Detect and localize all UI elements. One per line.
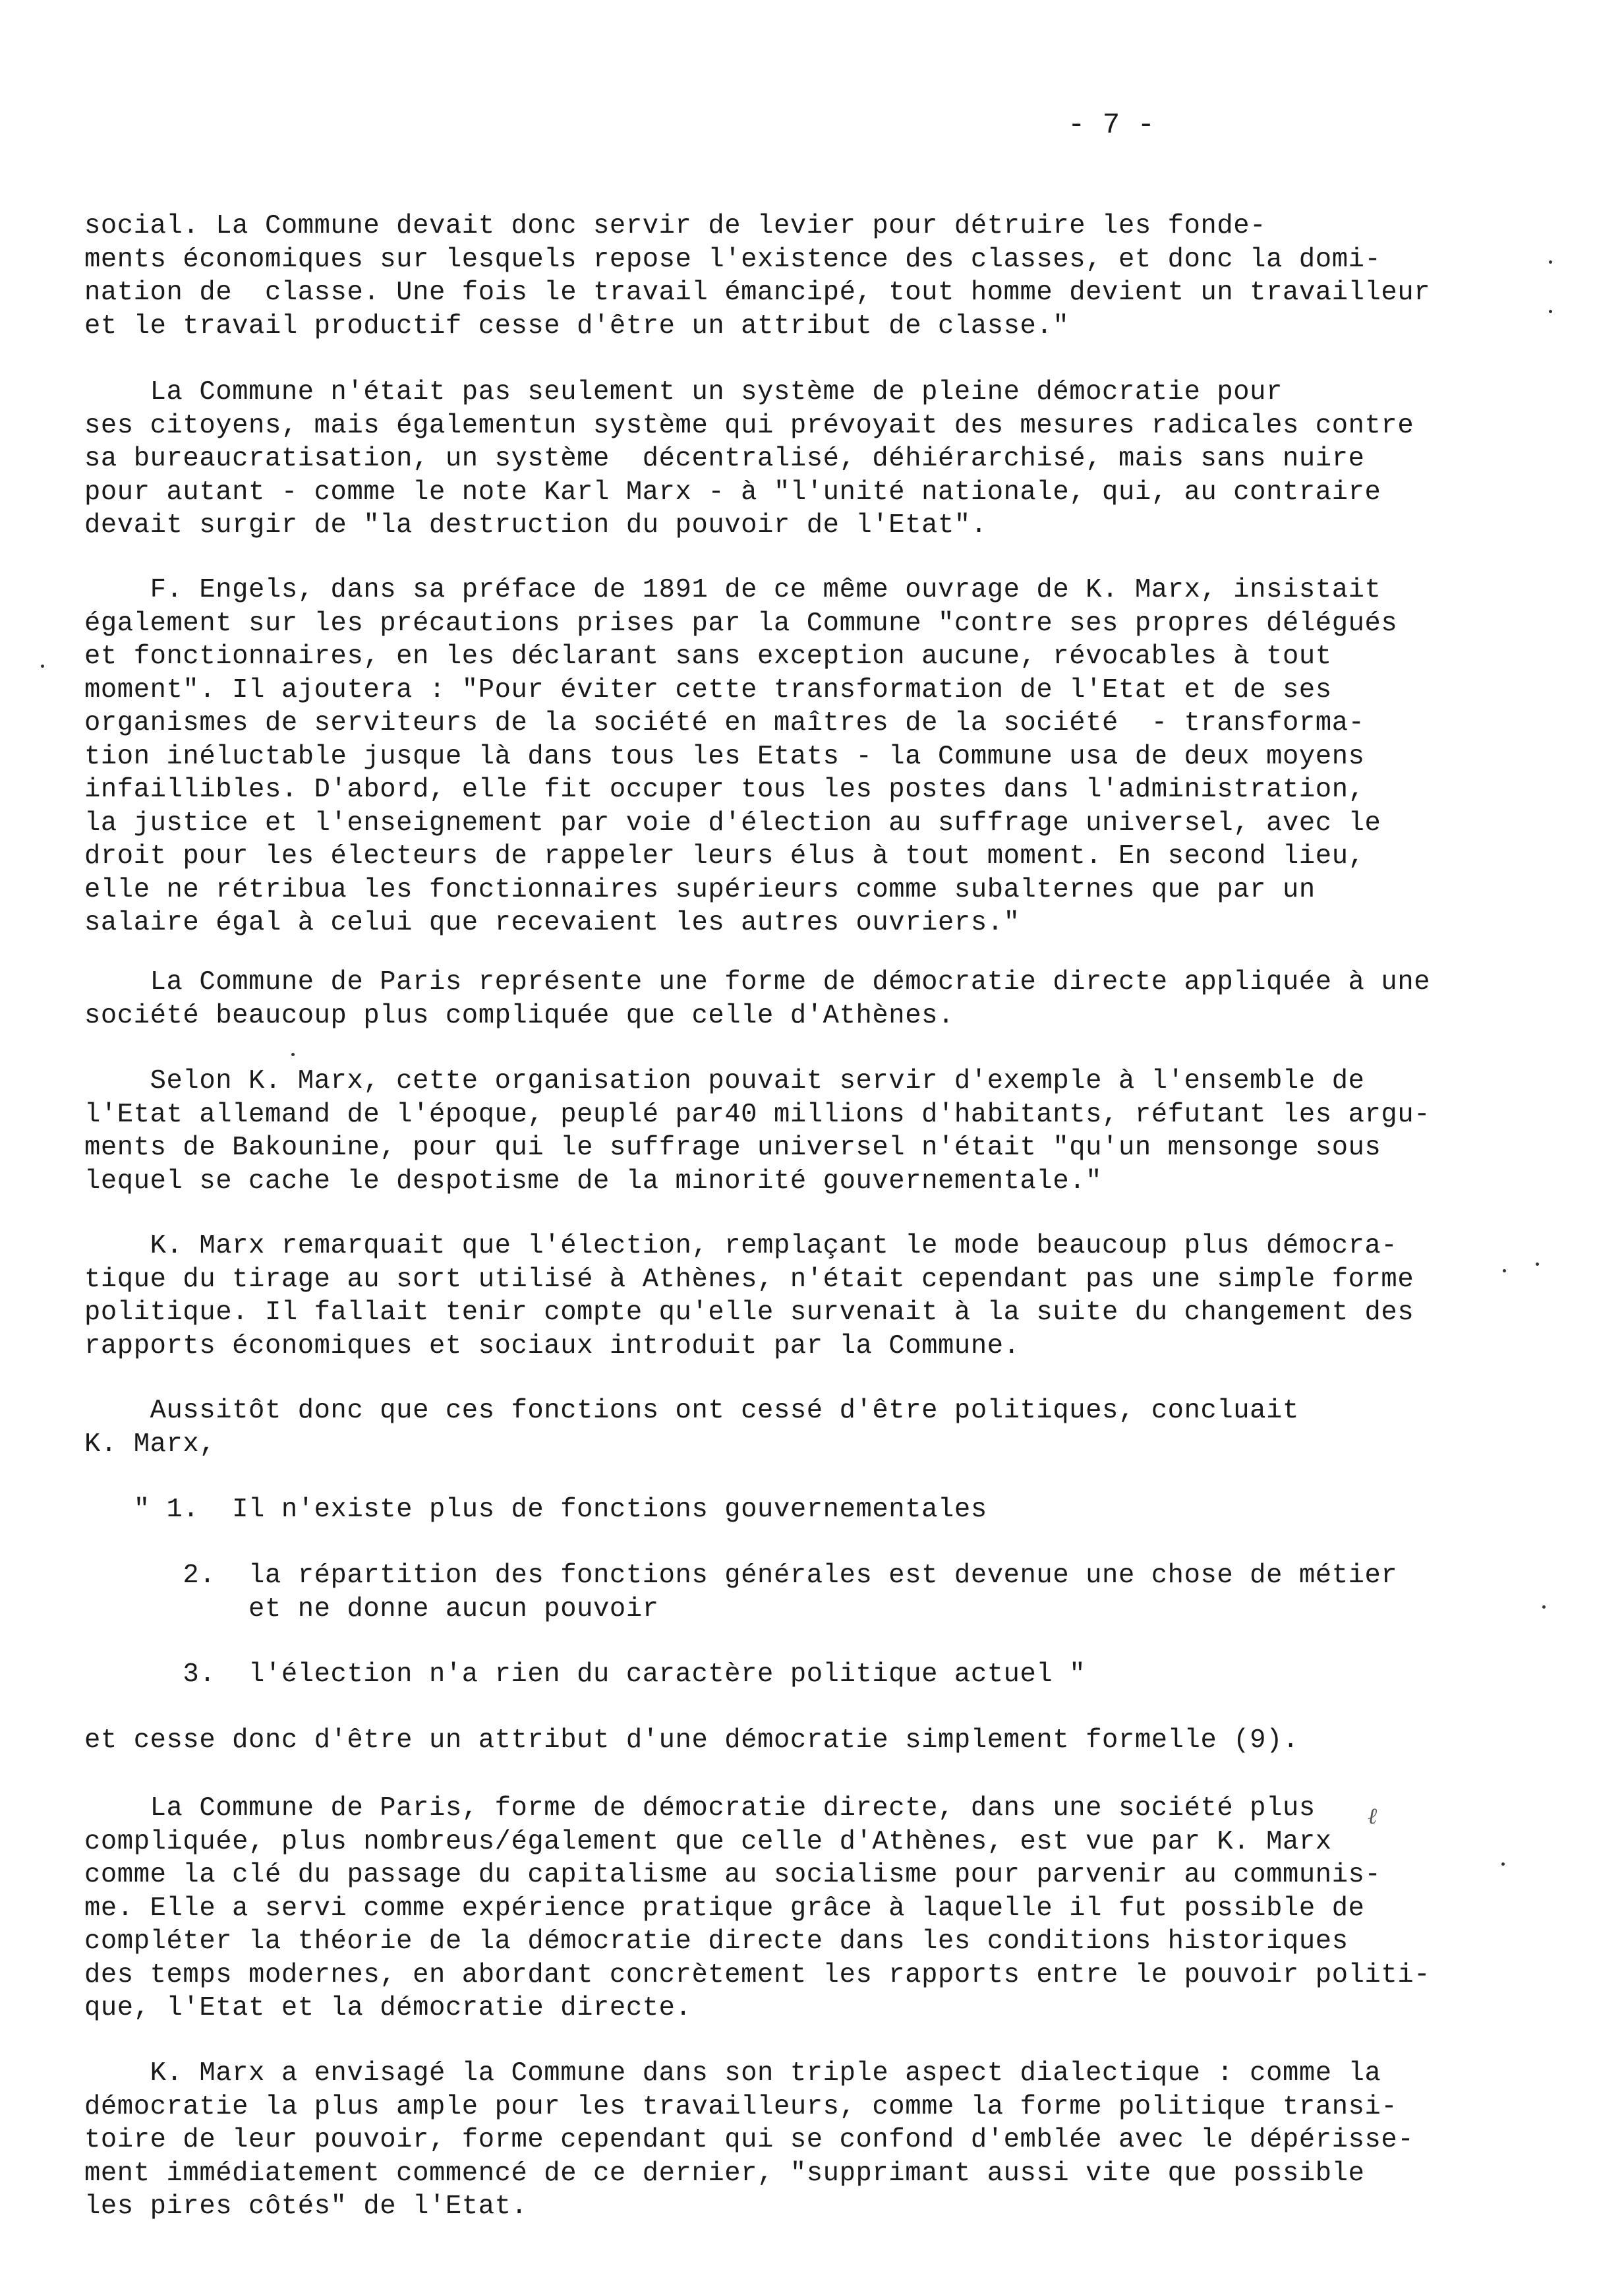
paragraph-line: ment immédiatement commencé de ce dernier, "supprimant aussi vite que possible (84, 2158, 1365, 2189)
paragraph-line: droit pour les électeurs de rappeler leurs élus à tout moment. En second lieu, (84, 841, 1365, 872)
paragraph-line: et fonctionnaires, en les déclarant sans exception aucune, révocables à tout (84, 641, 1332, 672)
page-number: - 7 - (1068, 109, 1155, 142)
paragraph-line: compléter la théorie de la démocratie directe dans les conditions historiques (84, 1926, 1348, 1957)
paragraph-line: Aussitôt donc que ces fonctions ont cessé d'être politiques, concluait (84, 1396, 1299, 1426)
paragraph-line: toire de leur pouvoir, forme cependant qui se confond d'emblée avec le dépérisse- (84, 2125, 1414, 2155)
paragraph-line: société beaucoup plus compliquée que celle d'Athènes. (84, 1000, 954, 1031)
paragraph-line: infaillibles. D'abord, elle fit occuper tous les postes dans l'administration, (84, 775, 1365, 805)
paragraph-line: sa bureaucratisation, un système décentralisé, déhiérarchisé, mais sans nuire (84, 444, 1365, 474)
list-item-line: 2. la répartition des fonctions générales est devenue une chose de métier (84, 1561, 1398, 1591)
paragraph-line: moment". Il ajoutera : "Pour éviter cette transformation de l'Etat et de ses (84, 674, 1332, 705)
paragraph-line: ses citoyens, mais égalementun système qui prévoyait des mesures radicales contre (84, 410, 1414, 441)
paragraph-line: pour autant - comme le note Karl Marx - à "l'unité nationale, qui, au contraire (84, 477, 1381, 508)
paragraph-line: compliquée, plus nombreus/également que celle d'Athènes, est vue par K. Marx (84, 1826, 1332, 1857)
paragraph-line: devait surgir de "la destruction du pouvoir de l'Etat". (84, 510, 987, 541)
scan-speck (41, 665, 44, 668)
paragraph-line: tique du tirage au sort utilisé à Athènes, n'était cependant pas une simple forme (84, 1264, 1414, 1295)
scan-speck (1549, 310, 1552, 313)
paragraph-line: que, l'Etat et la démocratie directe. (84, 1993, 692, 2023)
paragraph-line: l'Etat allemand de l'époque, peuplé par40 millions d'habitants, réfutant les argu- (84, 1099, 1431, 1130)
paragraph-line: salaire égal à celui que recevaient les autres ouvriers." (84, 908, 1020, 938)
paragraph-line: des temps modernes, en abordant concrètement les rapports entre le pouvoir politi- (84, 1959, 1431, 1990)
paragraph-line: organismes de serviteurs de la société en maîtres de la société - transforma- (84, 708, 1365, 738)
paragraph-line: K. Marx remarquait que l'élection, remplaçant le mode beaucoup plus démocra- (84, 1231, 1398, 1261)
paragraph-line: F. Engels, dans sa préface de 1891 de ce même ouvrage de K. Marx, insistait (84, 575, 1381, 605)
paragraph-line: et le travail productif cesse d'être un attribut de classe." (84, 311, 1070, 342)
paragraph-line: également sur les précautions prises par la Commune "contre ses propres délégués (84, 608, 1398, 639)
scan-speck (1536, 1263, 1539, 1266)
paragraph-line: comme la clé du passage du capitalisme au socialisme pour parvenir au communis- (84, 1860, 1381, 1890)
paragraph-line: nation de classe. Une fois le travail émancipé, tout homme devient un travailleur (84, 278, 1431, 308)
paragraph-line: La Commune n'était pas seulement un système de pleine démocratie pour (84, 377, 1283, 407)
scan-speck (1501, 1862, 1505, 1866)
paragraph-line: me. Elle a servi comme expérience pratique grâce à laquelle il fut possible de (84, 1893, 1365, 1924)
paragraph-line: elle ne rétribua les fonctionnaires supérieurs comme subalternes que par un (84, 874, 1316, 905)
paragraph-line: K. Marx a envisagé la Commune dans son triple aspect dialectique : comme la (84, 2058, 1381, 2089)
scan-speck (291, 1053, 295, 1056)
list-item-line: 3. l'élection n'a rien du caractère politique actuel " (84, 1659, 1086, 1690)
paragraph-line: La Commune de Paris, forme de démocratie directe, dans une société plus (84, 1793, 1316, 1824)
paragraph-line: rapports économiques et sociaux introduit par la Commune. (84, 1330, 1020, 1361)
paragraph-line: ments économiques sur lesquels repose l'existence des classes, et donc la domi- (84, 244, 1381, 275)
paragraph-line: K. Marx, (84, 1429, 216, 1460)
paragraph-line: les pires côtés" de l'Etat. (84, 2191, 528, 2222)
paragraph-line: lequel se cache le despotisme de la minorité gouvernementale." (84, 1166, 1103, 1197)
paragraph-line: ments de Bakounine, pour qui le suffrage universel n'était "qu'un mensonge sous (84, 1133, 1381, 1163)
scan-speck (1549, 260, 1552, 264)
paragraph-line: tion inéluctable jusque là dans tous les Etats - la Commune usa de deux moyens (84, 741, 1365, 772)
paragraph-line: social. La Commune devait donc servir de levier pour détruire les fonde- (84, 211, 1267, 241)
paragraph-line: et cesse donc d'être un attribut d'une démocratie simplement formelle (9). (84, 1725, 1299, 1756)
paragraph-line: Selon K. Marx, cette organisation pouvait servir d'exemple à l'ensemble de (84, 1066, 1365, 1096)
margin-annotation: ℓ (1368, 1803, 1378, 1829)
paragraph-line: démocratie la plus ample pour les travailleurs, comme la forme politique transi- (84, 2091, 1398, 2122)
paragraph-line: politique. Il fallait tenir compte qu'elle survenait à la suite du changement des (84, 1297, 1414, 1328)
scan-speck (1503, 1269, 1506, 1272)
paragraph-line: la justice et l'enseignement par voie d'élection au suffrage universel, avec le (84, 808, 1381, 839)
paragraph-line: La Commune de Paris représente une forme de démocratie directe appliquée à une (84, 967, 1431, 997)
list-item-line: " 1. Il n'existe plus de fonctions gouvernementales (84, 1495, 987, 1525)
scan-speck (1542, 1605, 1546, 1609)
list-item-line: et ne donne aucun pouvoir (84, 1593, 659, 1624)
